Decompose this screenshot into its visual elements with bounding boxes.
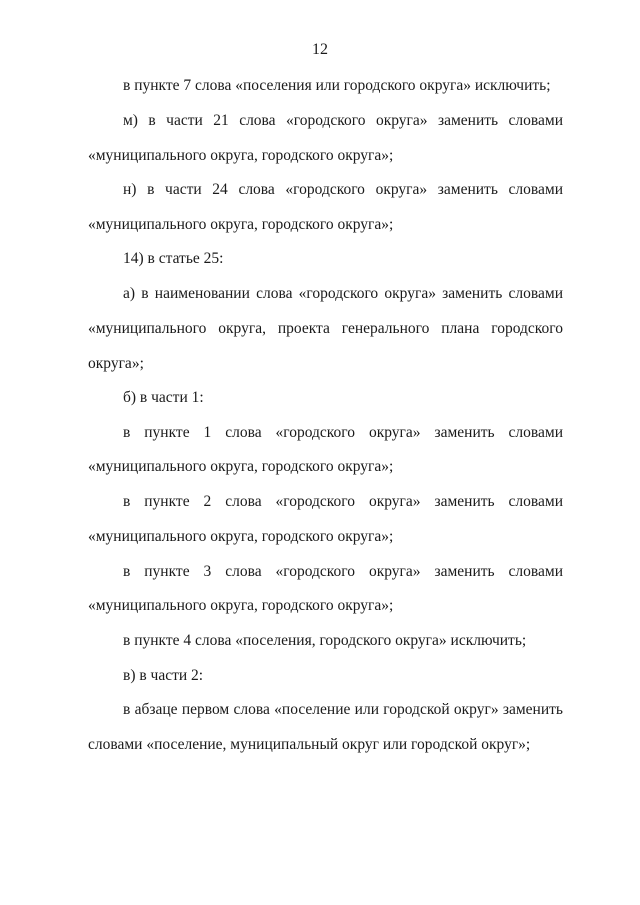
text-line: н) в части 24 слова «городского округа» заменить словами: [123, 181, 563, 198]
text-line: в пункте 3 слова «городского округа» заменить словами: [123, 563, 563, 580]
text-line: м) в части 21 слова «городского округа» заменить словами: [123, 112, 563, 129]
text-line: в пункте 4 слова «поселения, городского округа» исключить;: [123, 632, 527, 649]
text-line: «муниципального округа, городского округа»;: [88, 147, 394, 164]
text-line: в) в части 2:: [123, 667, 204, 684]
text-line: 14) в статье 25:: [123, 250, 224, 267]
text-line: в пункте 1 слова «городского округа» заменить словами: [123, 424, 563, 441]
text-line: словами «поселение, муниципальный округ или городской округ»;: [88, 736, 531, 753]
text-line: «муниципального округа, городского округа»;: [88, 216, 394, 233]
text-line: «муниципального округа, городского округа»;: [88, 458, 394, 475]
text-line: «муниципального округа, городского округа»;: [88, 597, 394, 614]
text-line: округа»;: [88, 355, 144, 372]
text-line: в пункте 2 слова «городского округа» заменить словами: [123, 493, 563, 510]
text-line: а) в наименовании слова «городского округа» заменить словами: [123, 285, 563, 302]
text-line: в пункте 7 слова «поселения или городского округа» исключить;: [123, 77, 551, 94]
text-line: «муниципального округа, проекта генерального плана городского: [88, 320, 563, 337]
text-line: «муниципального округа, городского округа»;: [88, 528, 394, 545]
text-line: б) в части 1:: [123, 389, 204, 406]
text-line: в абзаце первом слова «поселение или городской округ» заменить: [123, 701, 563, 718]
page-number: 12: [312, 41, 328, 58]
